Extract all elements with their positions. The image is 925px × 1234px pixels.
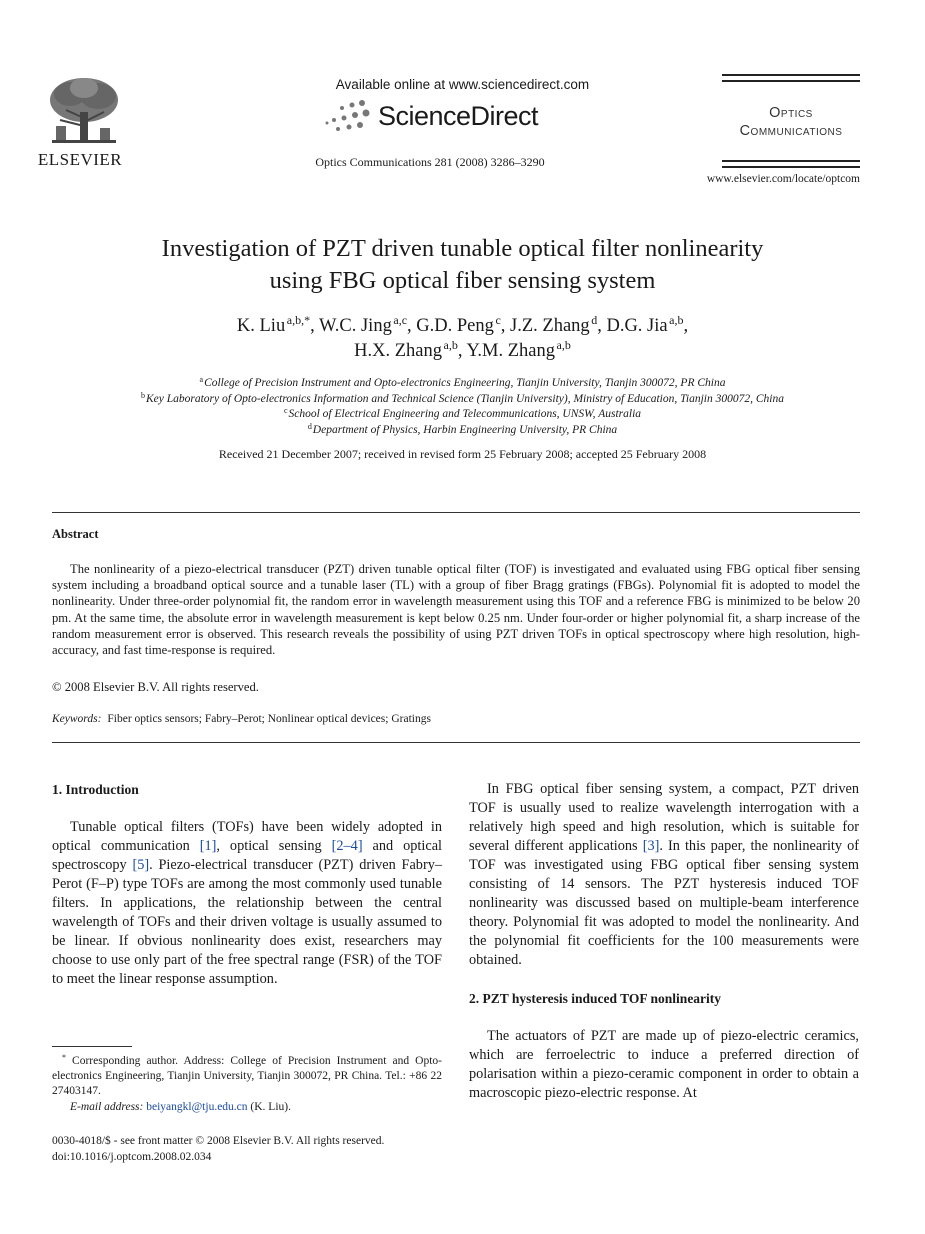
publisher-name: ELSEVIER	[37, 150, 123, 169]
available-online-line: Available online at www.sciencedirect.com	[335, 77, 590, 92]
affiliation-list	[30, 376, 895, 438]
journal-rule-bottom-2	[722, 166, 860, 168]
intro-paragraph-1: Tunable optical filters (TOFs) have been widely adopted in optical communication [1], optical sensing [2–4] and optical spectroscopy [5]. Piezo-electrical transducer (PZT) driven Fabry–Perot (F–P) type TOFs are among the most commonly used tunable filters. In applications, the relationship between the central wavelength of TOFs and their driven voltage is usually assumed to be linear. If obvious nonlinearity does exist, researchers may choose to use only part of the free spectral range (FSR) of the TOF to meet the linear response assumption.	[52, 819, 443, 987]
issn-line: 0030-4018/$ - see front matter © 2008 Elsevier B.V. All rights reserved.	[52, 1135, 385, 1147]
author-affil-mark: c	[495, 313, 501, 327]
section-heading-introduction: 1. Introduction	[52, 782, 139, 797]
intro-paragraph-2: In FBG optical fiber sensing system, a compact, PZT driven TOF is usually used to realize wavelength interrogation with a relatively high speed and high resolution, which is suitable for several different applications [3]. In this paper, the nonlinearity of TOF was investigated using FBG optical fiber sensing system consisting of 14 sensors. The PZT hysteresis induced TOF nonlinearity was discussed based on multiple-beam interference theory. Polynomial fit was adopted to model the nonlinearity. And the polynomial fit coefficients for the 100 measurements were obtained.	[469, 781, 860, 968]
author-affil-mark: a,b,*	[286, 313, 311, 327]
journal-name	[722, 104, 860, 140]
corresponding-author-footnote: * Corresponding author. Address: College of Precision Instrument and Opto-electronics Engineering, Tianjin University, Tianjin 300072, PR China. Tel.: +86 22 27403147. E-mail address: beiyangkl@tju.edu.cn (K. Liu).	[52, 1053, 442, 1113]
sciencedirect-logo[interactable]	[322, 96, 538, 136]
article-front-matter	[52, 1134, 384, 1165]
author-name: D.G. Jia	[606, 316, 668, 336]
author-name: H.X. Zhang	[354, 341, 442, 361]
email-label: E-mail address:	[70, 1100, 144, 1113]
author-affil-mark: a,c	[393, 313, 408, 327]
citation-link[interactable]: [3]	[642, 838, 660, 854]
section2-paragraph-1: The actuators of PZT are made up of piezo-electric ceramics, which are ferroelectric to induce a preferred direction of polarisation within a piezo-ceramic component in order to obtain a macroscopic piezo-electric response. At	[469, 1028, 859, 1101]
abstract-heading: Abstract	[52, 527, 99, 541]
journal-rule-bottom	[722, 160, 860, 162]
citation-link[interactable]: [5]	[132, 857, 150, 873]
journal-name-line1: Optics	[769, 105, 813, 121]
author-name: J.Z. Zhang	[510, 316, 590, 336]
doi-line[interactable]: doi:10.1016/j.optcom.2008.02.034	[52, 1150, 212, 1163]
affiliation: $^c$ School of Electrical Engineering and Telecommunications, UNSW, Australia	[283, 406, 642, 420]
affiliation: $^a$ College of Precision Instrument and Opto-electronics Engineering, Tianjin University, Tianjin 300072, PR China	[199, 375, 726, 389]
author-name: Y.M. Zhang	[466, 341, 555, 361]
received-dates: Received 21 December 2007; received in revised form 25 February 2008; accepted 25 February 2008	[218, 447, 707, 461]
keywords	[52, 713, 431, 725]
author-affil-mark: a,b	[443, 338, 458, 352]
abstract-top-rule	[52, 512, 860, 513]
affiliation: $^b$ Key Laboratory of Opto-electronics Information and Technical Science (Tianjin University), Ministry of Education, Tianjin 300072, China	[141, 390, 784, 405]
author-affil-mark: a,b	[669, 313, 684, 327]
journal-name-line2: Communications	[739, 123, 843, 139]
right-column	[469, 780, 859, 1103]
author-name: W.C. Jing	[319, 316, 392, 336]
abstract-body: The nonlinearity of a piezo-electrical transducer (PZT) driven tunable optical filter (TOF) is investigated and evaluated using FBG optical fiber sensing system including a broadband optical source and a tunable laser (TL) with a group of fiber Bragg gratings (FBGs). Polynomial fit is adopted to model the nonlinearity. Under three-order polynomial fit, the random error in wavelength measurement using this TOF and a reference FBG is minimized to be below 20 pm. At the same time, the absolute error in wavelength measurement is kept below 0.25 nm. Under four-order or higher polynomial fit, a sharp increase of the random measurement error is observed. This research reveals the possibility of using PZT driven TOFs in optical spectroscopy where high resolution, high-accuracy, and fast time-response is required.	[52, 562, 860, 658]
journal-citation: Optics Communications 281 (2008) 3286–3290	[315, 155, 545, 169]
author-affil-mark: d	[591, 313, 598, 327]
journal-rule-top	[722, 74, 860, 76]
citation-link[interactable]: [1]	[199, 838, 217, 854]
keywords-label: Keywords:	[52, 713, 102, 725]
email-link[interactable]: beiyangkl@tju.edu.cn	[146, 1100, 248, 1113]
author-name: G.D. Peng	[416, 316, 494, 336]
citation-link[interactable]: [2–4]	[331, 838, 363, 854]
journal-url[interactable]: www.elsevier.com/locate/optcom	[706, 173, 860, 185]
left-column	[52, 780, 442, 989]
author-affil-mark: a,b	[556, 338, 571, 352]
author-name: K. Liu	[236, 316, 286, 336]
sciencedirect-dots-icon	[322, 99, 372, 133]
keywords-text: Fiber optics sensors; Fabry–Perot; Nonlinear optical devices; Gratings	[107, 713, 431, 725]
article-title	[60, 233, 865, 297]
abstract-bottom-rule	[52, 742, 860, 743]
author-list: K. Liu $^{a,b,*}$, W.C. Jing $^{a,c}$, G.D. Peng $^c$, J.Z. Zhang $^d$, D.G. Jia $^{a,b}$, H.X. Zhang $^{a,b}$, Y.M. Zhang $^{a,b}$	[236, 313, 689, 361]
section-heading-pzt: 2. PZT hysteresis induced TOF nonlinearity	[469, 991, 722, 1006]
journal-rule-top-2	[722, 80, 860, 82]
abstract-copyright: © 2008 Elsevier B.V. All rights reserved.	[52, 680, 259, 694]
affiliation: $^d$ Department of Physics, Harbin Engineering University, PR China	[307, 421, 618, 436]
title-line-2: using FBG optical fiber sensing system	[269, 267, 656, 294]
footnote-rule	[52, 1046, 132, 1047]
sciencedirect-wordmark: ScienceDirect	[378, 100, 539, 131]
title-line-1: Investigation of PZT driven tunable optical filter nonlinearity	[161, 235, 764, 262]
